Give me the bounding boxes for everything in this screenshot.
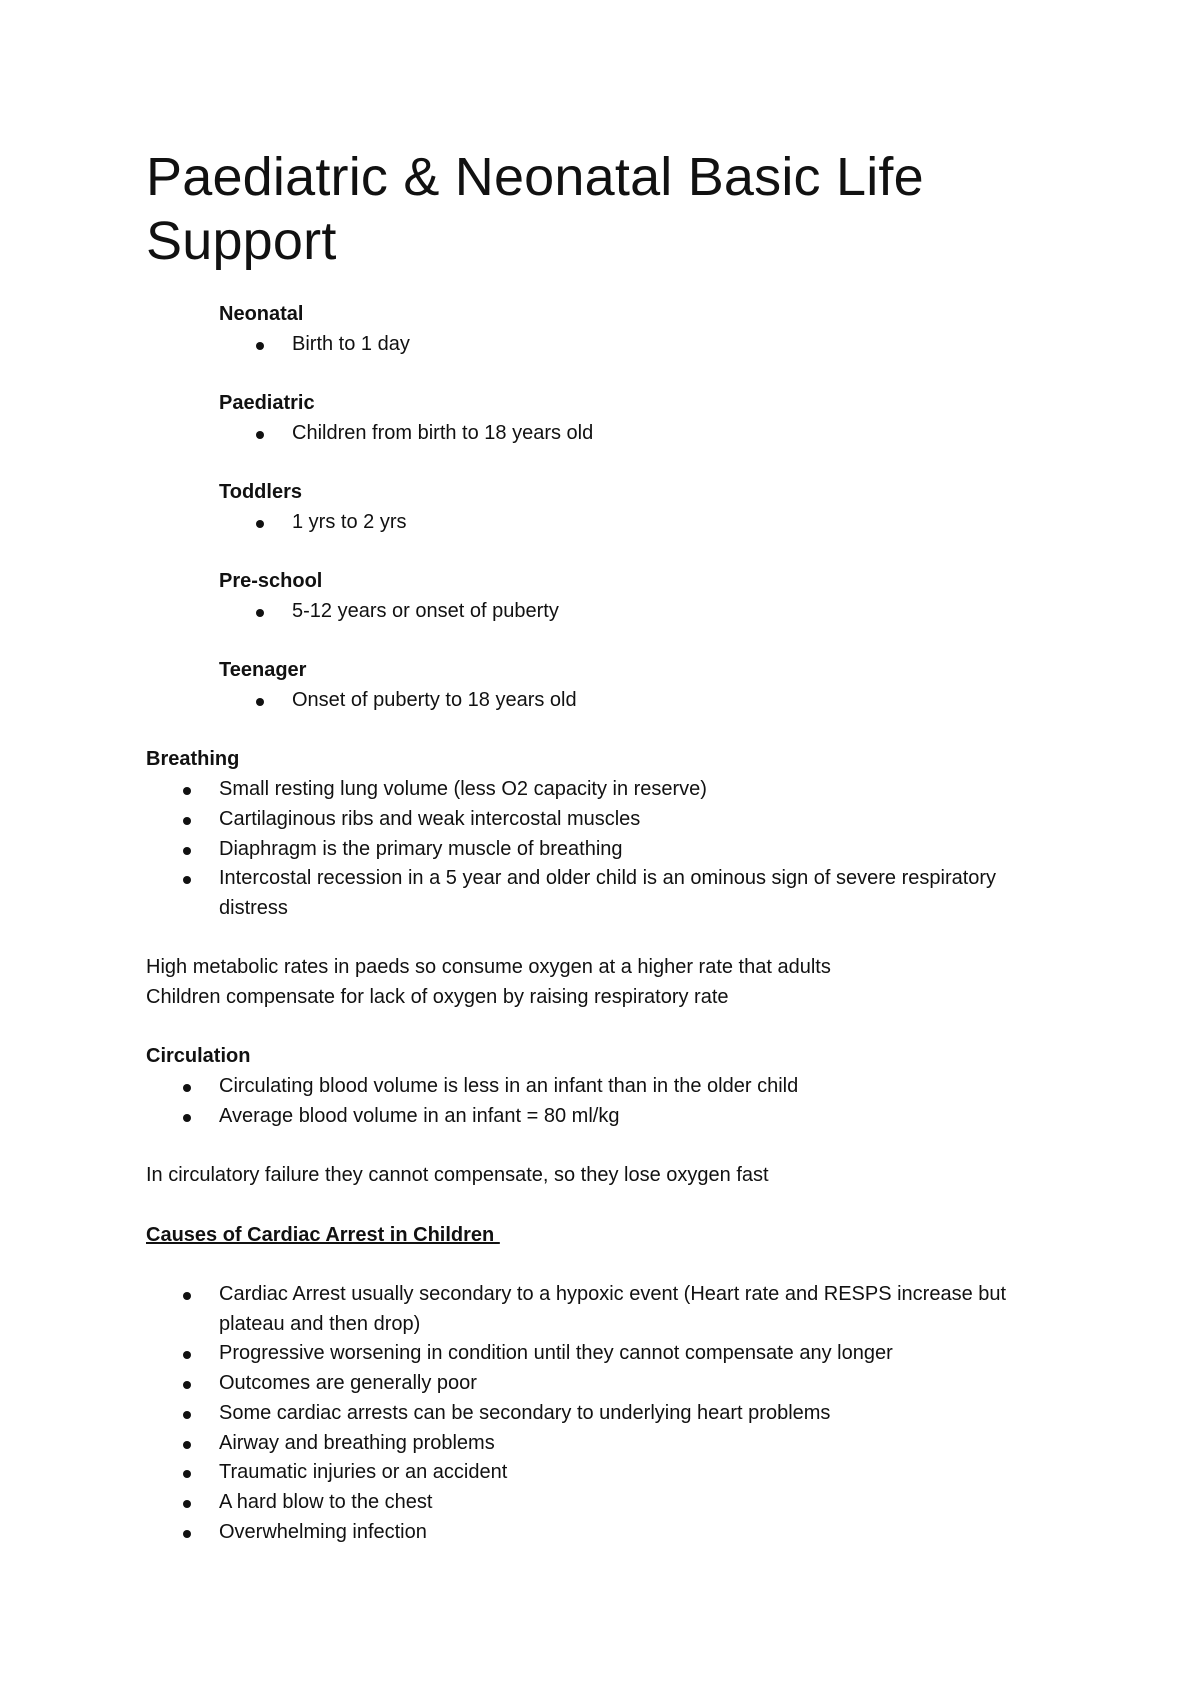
bullet-icon: [183, 1381, 191, 1389]
section-heading: Toddlers: [219, 481, 302, 504]
bullet-icon: [183, 1530, 191, 1538]
list-item: Average blood volume in an infant = 80 ml/kg: [219, 1102, 1046, 1132]
section-circulation: [146, 1042, 1046, 1220]
section-heading: Neonatal: [219, 303, 304, 325]
list-item: 1 yrs to 2 yrs: [292, 508, 1046, 538]
section-causes: [146, 1221, 1046, 1548]
spacer: [146, 924, 1046, 954]
list-item: Small resting lung volume (less O2 capacity in reserve): [219, 775, 1046, 805]
bullet-icon: [183, 1441, 191, 1449]
age-group-toddlers: [219, 478, 1046, 537]
bullet-icon: [183, 1500, 191, 1508]
section-heading: Causes of Cardiac Arrest in Children: [146, 1223, 500, 1246]
age-group-pre-school: [219, 567, 1046, 626]
document-body: [146, 300, 1046, 1547]
list-item: Some cardiac arrests can be secondary to underlying heart problems: [219, 1399, 1046, 1429]
bullet-icon: [183, 1470, 191, 1478]
bullet-icon: [183, 847, 191, 855]
bullet-list: [219, 1072, 1046, 1131]
bullet-list: [292, 419, 1046, 449]
list-item: Children from birth to 18 years old: [292, 419, 1046, 449]
list-item: Circulating blood volume is less in an infant than in the older child: [219, 1072, 1046, 1102]
spacer: [146, 1132, 1046, 1162]
bullet-list: [219, 775, 1046, 924]
list-item: 5-12 years or onset of puberty: [292, 597, 1046, 627]
section-heading: Paediatric: [219, 392, 315, 415]
age-group-teenager: [219, 656, 1046, 715]
section-heading: Teenager: [219, 659, 307, 682]
age-group-neonatal: [219, 300, 1046, 359]
paragraph: High metabolic rates in paeds so consume oxygen at a higher rate that adults: [146, 956, 831, 979]
section-heading: Pre-school: [219, 570, 323, 593]
list-item: Onset of puberty to 18 years old: [292, 686, 1046, 716]
bullet-icon: [183, 876, 191, 884]
page-title: Paediatric & Neonatal Basic Life Support: [146, 147, 924, 271]
list-item: Cartilaginous ribs and weak intercostal muscles: [219, 805, 1046, 835]
age-group-paediatric: [219, 389, 1046, 448]
bullet-list: [292, 330, 1046, 360]
bullet-icon: [183, 1351, 191, 1359]
list-item: Outcomes are generally poor: [219, 1369, 1046, 1399]
spacer: [146, 1250, 1046, 1280]
list-item: Birth to 1 day: [292, 330, 1046, 360]
bullet-icon: [183, 1292, 191, 1300]
bullet-list: [292, 508, 1046, 538]
section-heading: Breathing: [146, 748, 240, 771]
bullet-icon: [183, 1411, 191, 1419]
bullet-icon: [183, 817, 191, 825]
list-item: Intercostal recession in a 5 year and older child is an ominous sign of severe respiratory distress: [219, 864, 1046, 923]
bullet-list: [219, 1280, 1046, 1547]
list-item: Traumatic injuries or an accident: [219, 1458, 1046, 1488]
bullet-icon: [256, 609, 264, 617]
bullet-icon: [256, 431, 264, 439]
spacer: [146, 1191, 1046, 1221]
list-item: Airway and breathing problems: [219, 1429, 1046, 1459]
bullet-icon: [256, 520, 264, 528]
list-item: Overwhelming infection: [219, 1518, 1046, 1548]
list-item: A hard blow to the chest: [219, 1488, 1046, 1518]
list-item: Cardiac Arrest usually secondary to a hypoxic event (Heart rate and RESPS increase but plateau and then drop): [219, 1280, 1046, 1339]
bullet-icon: [183, 1084, 191, 1092]
paragraph: In circulatory failure they cannot compensate, so they lose oxygen fast: [146, 1164, 769, 1187]
section-heading: Circulation: [146, 1045, 251, 1068]
section-breathing: [146, 745, 1046, 1042]
bullet-icon: [256, 698, 264, 706]
bullet-icon: [183, 1114, 191, 1122]
spacer: [146, 1013, 1046, 1043]
paragraph: Children compensate for lack of oxygen by raising respiratory rate: [146, 986, 729, 1009]
document-page: [146, 145, 1046, 1547]
bullet-icon: [256, 342, 264, 350]
list-item: Progressive worsening in condition until they cannot compensate any longer: [219, 1339, 1046, 1369]
bullet-icon: [183, 787, 191, 795]
bullet-list: [292, 686, 1046, 716]
bullet-list: [292, 597, 1046, 627]
list-item: Diaphragm is the primary muscle of breathing: [219, 835, 1046, 865]
